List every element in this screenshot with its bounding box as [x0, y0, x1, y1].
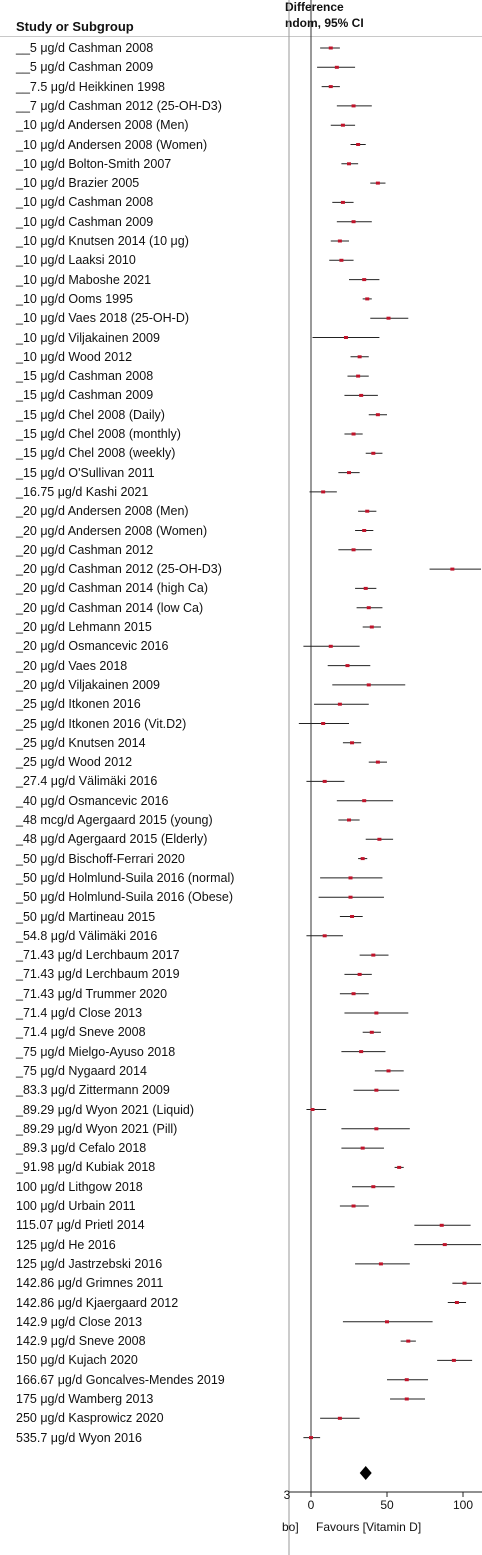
study-label: _71.43 μg/d Lerchbaum 2017: [16, 948, 180, 963]
study-point-estimate: [338, 1417, 342, 1420]
study-point-estimate: [352, 104, 356, 107]
study-point-estimate: [440, 1224, 444, 1227]
favours-right-label: Favours [Vitamin D]: [316, 1520, 422, 1534]
study-point-estimate: [387, 317, 391, 320]
study-label: _15 μg/d Chel 2008 (Daily): [16, 407, 165, 422]
study-label: _10 μg/d Cashman 2009: [16, 214, 154, 229]
study-point-estimate: [367, 606, 371, 609]
study-label: _89.3 μg/d Cefalo 2018: [16, 1141, 147, 1156]
study-point-estimate: [374, 1012, 378, 1015]
study-label: _10 μg/d Bolton-Smith 2007: [16, 156, 172, 171]
study-point-estimate: [359, 394, 363, 397]
study-label: _71.4 μg/d Sneve 2008: [16, 1025, 146, 1040]
study-point-estimate: [362, 529, 366, 532]
study-point-estimate: [321, 722, 325, 725]
study-label: _50 μg/d Bischoff-Ferrari 2020: [16, 851, 185, 866]
study-label: _25 μg/d Itkonen 2016 (Vit.D2): [16, 716, 187, 731]
x-axis-tick-label: 100: [452, 1498, 474, 1512]
study-label: _75 μg/d Mielgo-Ayuso 2018: [16, 1044, 176, 1059]
study-label: _16.75 μg/d Kashi 2021: [16, 484, 149, 499]
study-point-estimate: [329, 645, 333, 648]
study-label: _25 μg/d Knutsen 2014: [16, 735, 146, 750]
study-label: _50 μg/d Holmlund-Suila 2016 (Obese): [16, 890, 234, 905]
study-column-header: Study or Subgroup: [16, 19, 134, 34]
study-label: _10 μg/d Andersen 2008 (Women): [16, 137, 208, 152]
study-label: _15 μg/d Chel 2008 (weekly): [16, 446, 176, 461]
study-point-estimate: [362, 278, 366, 281]
favours-left-label: bo]: [282, 1520, 299, 1534]
study-point-estimate: [350, 915, 354, 918]
study-point-estimate: [452, 1359, 456, 1362]
study-label: _27.4 μg/d Välimäki 2016: [16, 774, 158, 789]
study-point-estimate: [349, 876, 353, 879]
study-point-estimate: [347, 819, 351, 822]
study-point-estimate: [323, 934, 327, 937]
study-label: 142.86 μg/d Kjaergaard 2012: [16, 1295, 179, 1310]
study-point-estimate: [335, 66, 339, 69]
study-label: 250 μg/d Kasprowicz 2020: [16, 1411, 164, 1426]
study-label: _20 μg/d Vaes 2018: [16, 658, 128, 673]
study-label: _54.8 μg/d Välimäki 2016: [16, 928, 158, 943]
study-label: 125 μg/d Jastrzebski 2016: [16, 1256, 163, 1271]
study-point-estimate: [356, 143, 360, 146]
study-label: _89.29 μg/d Wyon 2021 (Liquid): [16, 1102, 195, 1117]
study-point-estimate: [365, 297, 369, 300]
study-label: _71.4 μg/d Close 2013: [16, 1006, 143, 1020]
study-label: 100 μg/d Urbain 2011: [16, 1199, 136, 1213]
study-point-estimate: [455, 1301, 459, 1304]
mean-difference-header-line1: Difference: [285, 0, 344, 14]
study-label: _71.43 μg/d Lerchbaum 2019: [16, 967, 180, 982]
study-point-estimate: [359, 1050, 363, 1053]
x-axis-tick-label: 0: [307, 1498, 315, 1512]
study-point-estimate: [385, 1320, 389, 1323]
study-point-estimate: [341, 201, 345, 204]
study-label: 142.86 μg/d Grimnes 2011: [16, 1276, 164, 1291]
study-label: _20 μg/d Cashman 2014 (high Ca): [16, 581, 209, 596]
study-label: _20 μg/d Andersen 2008 (Women): [16, 523, 208, 538]
study-label: _71.43 μg/d Trummer 2020: [16, 986, 168, 1001]
study-point-estimate: [347, 471, 351, 474]
study-point-estimate: [387, 1069, 391, 1072]
study-label: _15 μg/d Chel 2008 (monthly): [16, 427, 181, 441]
study-label: _20 μg/d Viljakainen 2009: [16, 677, 160, 692]
study-point-estimate: [356, 375, 360, 378]
study-point-estimate: [341, 124, 345, 127]
study-point-estimate: [365, 510, 369, 513]
study-point-estimate: [361, 1147, 365, 1150]
study-point-estimate: [376, 182, 380, 185]
study-label: __7 μg/d Cashman 2012 (25-OH-D3): [16, 98, 222, 113]
study-point-estimate: [352, 1205, 356, 1208]
study-label: _10 μg/d Viljakainen 2009: [16, 330, 160, 345]
study-label: _10 μg/d Laaksi 2010: [16, 253, 136, 268]
study-label: _89.29 μg/d Wyon 2021 (Pill): [16, 1121, 178, 1136]
study-label: _10 μg/d Vaes 2018 (25-OH-D): [16, 311, 190, 326]
study-point-estimate: [374, 1089, 378, 1092]
study-label: 100 μg/d Lithgow 2018: [16, 1179, 143, 1194]
study-label: __7.5 μg/d Heikkinen 1998: [16, 79, 165, 94]
study-point-estimate: [379, 1262, 383, 1265]
study-label: _48 μg/d Agergaard 2015 (Elderly): [16, 832, 208, 847]
study-label: _10 μg/d Wood 2012: [16, 349, 133, 364]
study-label: _10 μg/d Maboshe 2021: [16, 272, 152, 287]
study-point-estimate: [370, 1031, 374, 1034]
study-label: _48 mcg/d Agergaard 2015 (young): [16, 813, 213, 827]
study-point-estimate: [352, 992, 356, 995]
study-point-estimate: [361, 857, 365, 860]
study-label: 535.7 μg/d Wyon 2016: [16, 1430, 142, 1445]
study-label: 142.9 μg/d Close 2013: [16, 1314, 143, 1329]
study-point-estimate: [349, 896, 353, 899]
study-label: _15 μg/d Cashman 2009: [16, 388, 154, 403]
pooled-estimate-diamond: [360, 1466, 372, 1480]
study-point-estimate: [371, 452, 375, 455]
study-point-estimate: [311, 1108, 315, 1111]
study-label: _91.98 μg/d Kubiak 2018: [16, 1160, 156, 1175]
study-label: _75 μg/d Nygaard 2014: [16, 1063, 147, 1078]
study-point-estimate: [344, 336, 348, 339]
x-axis-tick-label: 50: [380, 1498, 394, 1512]
study-point-estimate: [406, 1340, 410, 1343]
study-point-estimate: [374, 1127, 378, 1130]
study-point-estimate: [405, 1378, 409, 1381]
study-label: _10 μg/d Cashman 2008: [16, 195, 154, 210]
study-label: 150 μg/d Kujach 2020: [16, 1353, 138, 1368]
study-point-estimate: [397, 1166, 401, 1169]
study-point-estimate: [364, 587, 368, 590]
study-label: _20 μg/d Andersen 2008 (Men): [16, 504, 189, 519]
study-point-estimate: [450, 568, 454, 571]
study-point-estimate: [362, 799, 366, 802]
study-point-estimate: [345, 664, 349, 667]
study-point-estimate: [352, 548, 356, 551]
study-point-estimate: [323, 780, 327, 783]
study-point-estimate: [443, 1243, 447, 1246]
study-label: 175 μg/d Wamberg 2013: [16, 1392, 154, 1406]
x-axis-partial-tick-label: 3: [283, 1488, 291, 1502]
study-point-estimate: [329, 47, 333, 50]
study-label: _10 μg/d Andersen 2008 (Men): [16, 118, 189, 133]
study-point-estimate: [377, 838, 381, 841]
study-point-estimate: [338, 703, 342, 706]
study-point-estimate: [338, 240, 342, 243]
study-label: _20 μg/d Cashman 2014 (low Ca): [16, 600, 204, 615]
study-point-estimate: [376, 413, 380, 416]
study-label: 166.67 μg/d Goncalves-Mendes 2019: [16, 1372, 225, 1387]
study-point-estimate: [358, 973, 362, 976]
study-point-estimate: [405, 1398, 409, 1401]
study-label: _10 μg/d Ooms 1995: [16, 291, 133, 306]
study-point-estimate: [352, 220, 356, 223]
study-point-estimate: [339, 259, 343, 262]
study-label: _20 μg/d Cashman 2012: [16, 542, 154, 557]
study-point-estimate: [367, 683, 371, 686]
mean-difference-header-line2: ndom, 95% CI: [285, 16, 364, 30]
study-point-estimate: [371, 954, 375, 957]
study-label: _15 μg/d Cashman 2008: [16, 369, 154, 384]
study-label: _83.3 μg/d Zittermann 2009: [16, 1083, 170, 1098]
study-label: 125 μg/d He 2016: [16, 1237, 116, 1252]
study-point-estimate: [309, 1436, 313, 1439]
study-point-estimate: [321, 490, 325, 493]
study-point-estimate: [329, 85, 333, 88]
study-point-estimate: [352, 433, 356, 436]
study-label: _25 μg/d Wood 2012: [16, 755, 133, 770]
study-label: _10 μg/d Brazier 2005: [16, 176, 140, 191]
study-label: _20 μg/d Cashman 2012 (25-OH-D3): [16, 562, 222, 577]
study-label: _50 μg/d Martineau 2015: [16, 909, 156, 924]
study-point-estimate: [350, 741, 354, 744]
study-label: _20 μg/d Osmancevic 2016: [16, 639, 169, 654]
study-point-estimate: [376, 761, 380, 764]
study-label: __5 μg/d Cashman 2009: [16, 60, 154, 75]
study-label: 115.07 μg/d Prietl 2014: [16, 1218, 145, 1233]
study-label: _40 μg/d Osmancevic 2016: [16, 793, 169, 808]
study-label: _25 μg/d Itkonen 2016: [16, 697, 141, 712]
study-point-estimate: [463, 1282, 467, 1285]
study-label: __5 μg/d Cashman 2008: [16, 41, 154, 55]
study-label: _10 μg/d Knutsen 2014 (10 μg): [16, 234, 189, 248]
study-point-estimate: [371, 1185, 375, 1188]
study-label: 142.9 μg/d Sneve 2008: [16, 1334, 146, 1349]
study-label: _50 μg/d Holmlund-Suila 2016 (normal): [16, 870, 235, 885]
study-label: _20 μg/d Lehmann 2015: [16, 620, 152, 634]
study-point-estimate: [347, 162, 351, 165]
study-point-estimate: [370, 626, 374, 629]
study-point-estimate: [358, 355, 362, 358]
study-label: _15 μg/d O'Sullivan 2011: [16, 465, 155, 480]
